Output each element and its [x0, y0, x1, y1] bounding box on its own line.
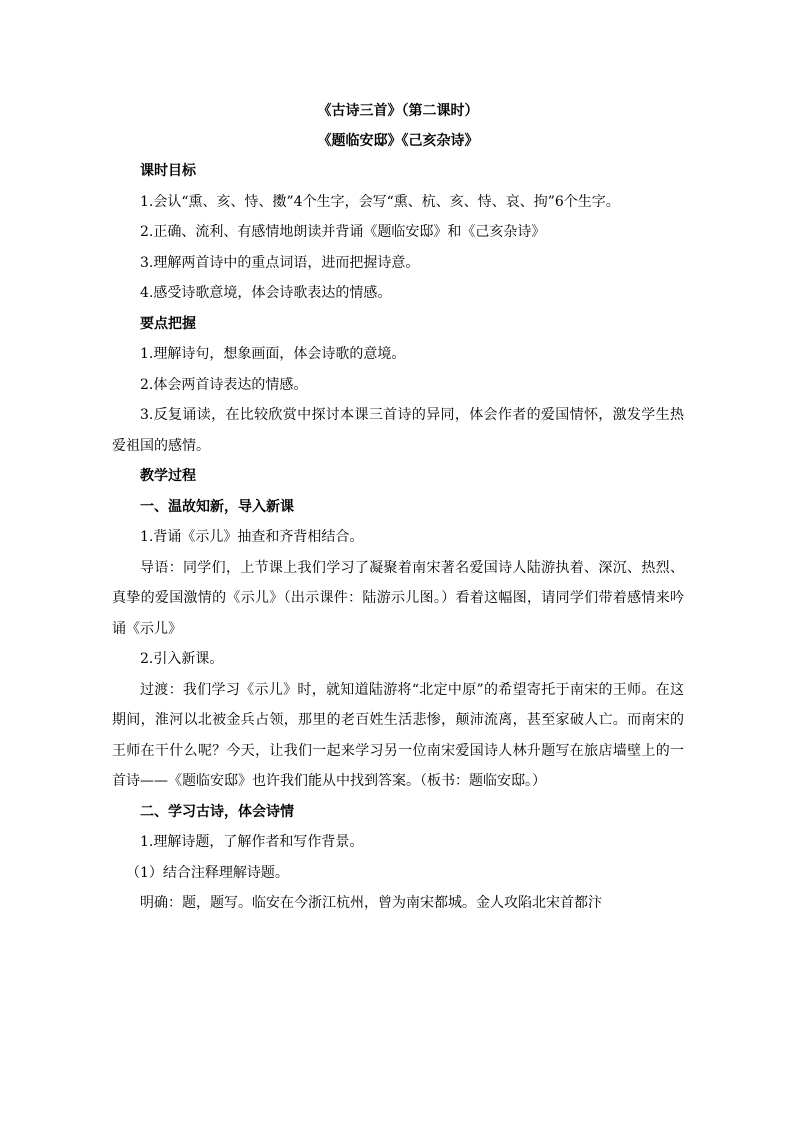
process-heading: 教学过程 — [140, 468, 196, 484]
part2-item: 1.理解诗题，了解作者和写作背景。 — [140, 834, 364, 850]
part2-item: 明确：题，题写。临安在今浙江杭州，曾为南宋都城。金人攻陷北宋首都汴 — [140, 895, 602, 911]
key-point-item: 3.反复诵读，在比较欣赏中探讨本课三首诗的异同，体会作者的爱国情怀，激发学生热爱祖国的感情。 — [112, 407, 684, 454]
document-page — [112, 96, 684, 919]
part2-heading: 二、学习古诗，体会诗情 — [140, 803, 294, 820]
part1-item: 过渡：我们学习《示儿》时，就知道陆游将“北定中原”的希望寄托于南宋的王师。在这期间，淮河以北被金兵占领，那里的老百姓生活悲惨，颠沛流离，甚至家破人亡。而南宋的王师在干什么呢？今天，让我们一起来学习另一位南宋爱国诗人林升题写在旅店墙壁上的一首诗——《题临安邸》也许我们能从中找到答案。（板书：题临安邸。） — [112, 681, 684, 789]
part1-heading: 一、温故知新，导入新课 — [140, 498, 294, 515]
part2-item: （1）结合注释理解诗题。 — [126, 864, 289, 881]
key-points-heading: 要点把握 — [140, 315, 196, 332]
part1-item: 导语：同学们，上节课上我们学习了凝聚着南宋著名爱国诗人陆游执着、深沉、热烈、真挚的爱国激情的《示儿》（出示课件：陆游示儿图。）看着这幅图，请同学们带着感情来吟诵《示儿》 — [112, 559, 684, 637]
goal-item: 3.理解两首诗中的重点词语，进而把握诗意。 — [140, 254, 420, 271]
goal-item: 4.感受诗歌意境，体会诗歌表达的情感。 — [140, 285, 392, 301]
document-title: 《古诗三首》（第二课时） — [317, 103, 479, 119]
goal-item: 1.会认“熏、亥、恃、擞”4个生字，会写“熏、杭、亥、恃、哀、拘”6个生字。 — [140, 193, 620, 210]
goals-heading: 课时目标 — [140, 163, 196, 179]
part1-item: 1.背诵《示儿》抽查和齐背相结合。 — [140, 529, 364, 545]
goal-item: 2.正确、流利、有感情地朗读并背诵《题临安邸》和《己亥杂诗》 — [140, 224, 546, 240]
part1-item: 2.引入新课。 — [140, 651, 224, 667]
key-point-item: 1.理解诗句，想象画面，体会诗歌的意境。 — [140, 346, 406, 362]
key-point-item: 2.体会两首诗表达的情感。 — [140, 376, 308, 393]
document-subtitle: 《题临安邸》《己亥杂诗》 — [317, 133, 479, 149]
